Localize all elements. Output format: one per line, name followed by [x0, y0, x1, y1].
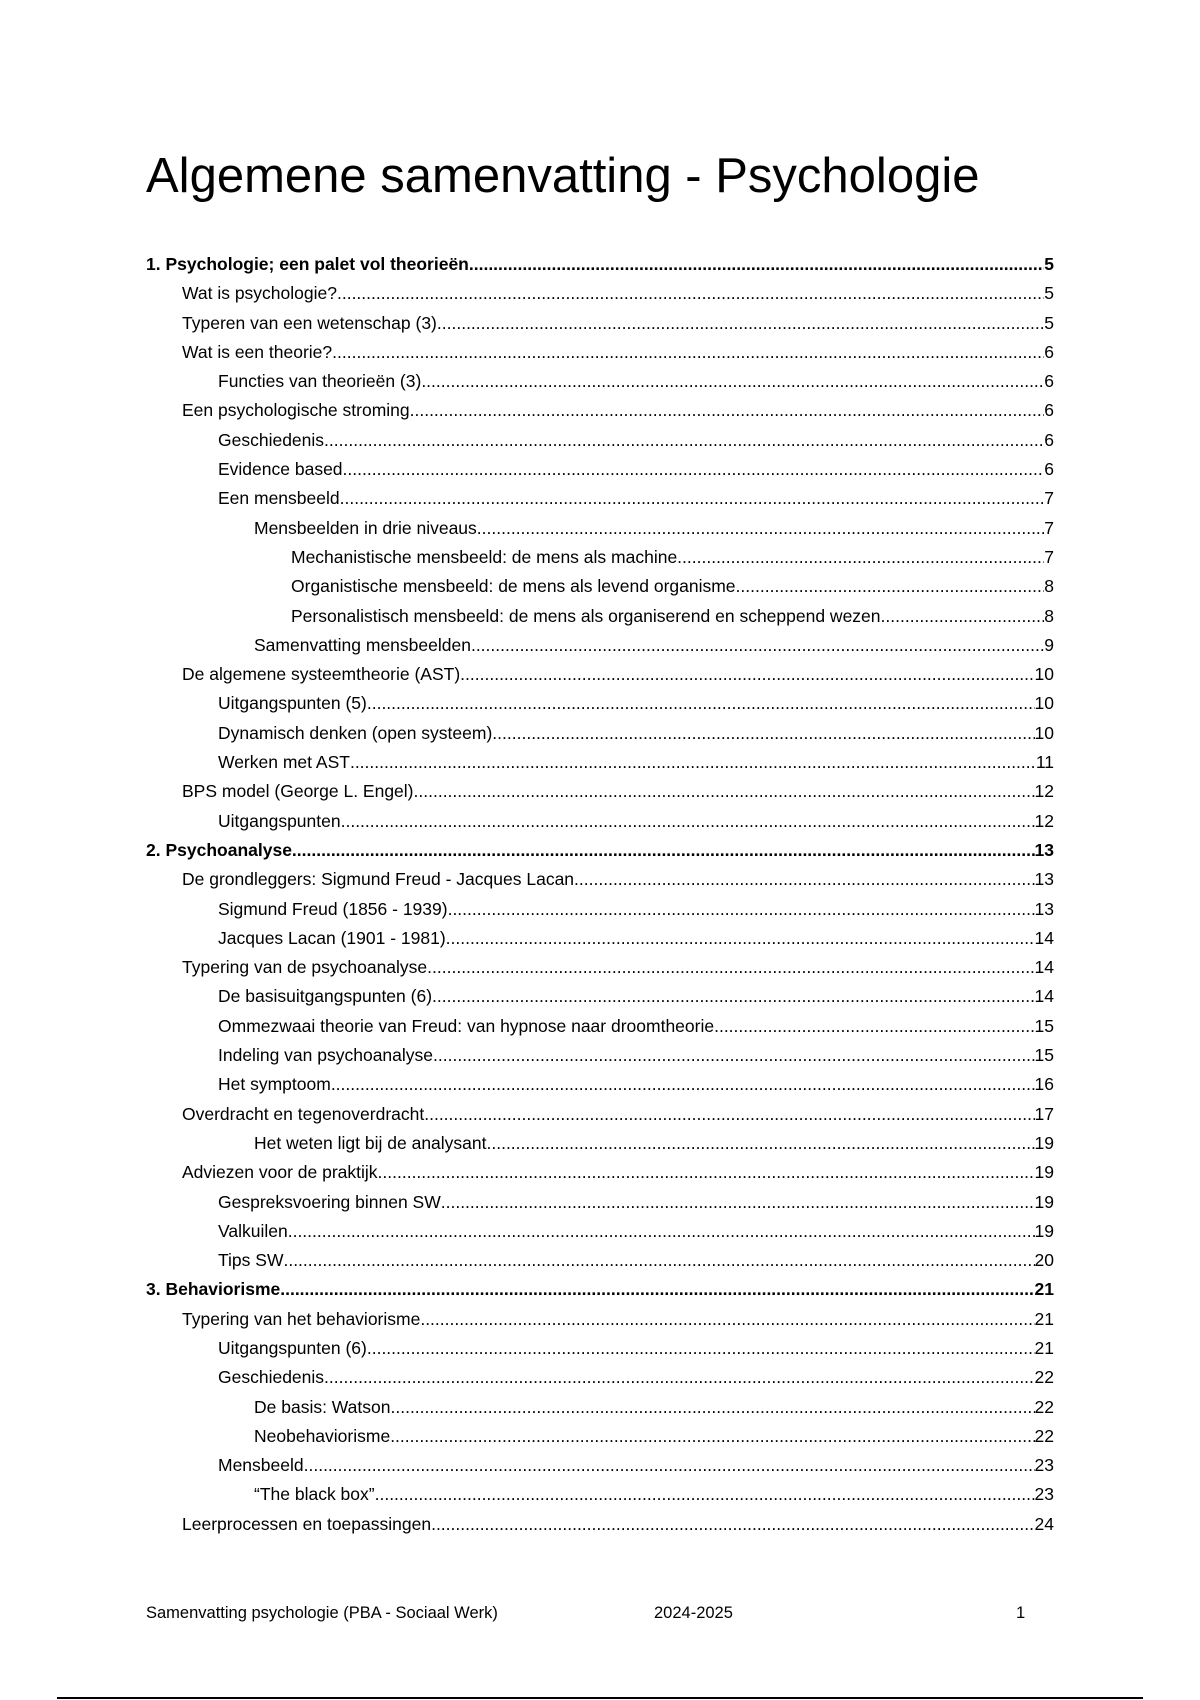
toc-entry-title: Samenvatting mensbeelden [254, 634, 471, 655]
toc-entry-title: Wat is een theorie? [182, 341, 333, 362]
toc-entry-title: Uitgangspunten [218, 810, 341, 831]
toc-entry[interactable] [146, 631, 1054, 660]
toc-entry[interactable] [146, 455, 1054, 484]
toc-dot-leader [469, 250, 1044, 279]
toc-entry-page-number: 17 [1034, 1103, 1054, 1124]
toc-dot-leader [378, 1158, 1035, 1187]
toc-entry-page-number: 5 [1044, 254, 1054, 274]
toc-entry[interactable] [146, 748, 1054, 777]
toc-entry-title: De algemene systeemtheorie (AST) [182, 664, 461, 685]
toc-entry-page-number: 23 [1034, 1484, 1054, 1505]
toc-entry-page-number: 21 [1034, 1308, 1054, 1329]
toc-dot-leader [324, 426, 1044, 455]
toc-entry[interactable] [146, 1393, 1054, 1422]
toc-entry-title: Tips SW [218, 1250, 284, 1271]
toc-entry-page-number: 14 [1034, 957, 1054, 978]
toc-entry[interactable] [146, 865, 1054, 894]
toc-entry-page-number: 16 [1034, 1074, 1054, 1095]
toc-entry-page-number: 21 [1034, 1279, 1054, 1300]
toc-entry[interactable] [146, 924, 1054, 953]
toc-dot-leader [367, 689, 1035, 718]
toc-entry-title: Leerprocessen en toepassingen [182, 1513, 432, 1534]
toc-dot-leader [437, 309, 1044, 338]
toc-entry-page-number: 22 [1034, 1367, 1054, 1388]
toc-entry-title: Valkuilen [218, 1220, 288, 1241]
toc-entry-page-number: 15 [1034, 1015, 1054, 1036]
toc-entry[interactable] [146, 836, 1054, 865]
toc-dot-leader [427, 953, 1034, 982]
toc-entry-page-number: 20 [1034, 1250, 1054, 1271]
toc-entry[interactable] [146, 807, 1054, 836]
toc-dot-leader [736, 572, 1045, 601]
toc-entry[interactable] [146, 1246, 1054, 1275]
toc-dot-leader [421, 367, 1044, 396]
toc-entry[interactable] [146, 1363, 1054, 1392]
toc-dot-leader [448, 895, 1035, 924]
toc-dot-leader [324, 1363, 1034, 1392]
toc-entry-title: Neobehaviorisme [254, 1425, 391, 1446]
toc-entry-page-number: 7 [1044, 517, 1054, 538]
toc-entry-title: Jacques Lacan (1901 - 1981) [218, 927, 446, 948]
toc-entry-page-number: 13 [1034, 898, 1054, 919]
toc-entry-page-number: 11 [1035, 752, 1054, 773]
toc-entry-page-number: 19 [1034, 1162, 1054, 1183]
toc-entry[interactable] [146, 1041, 1054, 1070]
toc-entry-page-number: 21 [1034, 1337, 1054, 1358]
toc-entry-page-number: 19 [1034, 1191, 1054, 1212]
toc-entry-title: Uitgangspunten (6) [218, 1337, 367, 1358]
toc-entry[interactable] [146, 1070, 1054, 1099]
document-title: Algemene samenvatting - Psychologie [146, 149, 980, 203]
toc-entry-title: Typering van de psychoanalyse [182, 957, 428, 978]
toc-entry-title: Sigmund Freud (1856 - 1939) [218, 898, 448, 919]
toc-dot-leader [677, 543, 1044, 572]
toc-entry-title: Personalistisch mensbeeld: de mens als organiserend en scheppend wezen [291, 605, 881, 626]
table-of-contents [146, 250, 1054, 1539]
toc-dot-leader [390, 1422, 1034, 1451]
toc-entry[interactable] [146, 660, 1054, 689]
toc-dot-leader [431, 1510, 1034, 1539]
toc-dot-leader [304, 1451, 1035, 1480]
toc-entry[interactable] [146, 895, 1054, 924]
toc-entry-title: Organistische mensbeeld: de mens als levend organisme [291, 576, 736, 597]
toc-entry-title: Werken met AST [218, 752, 350, 773]
toc-entry-title: Mensbeeld [218, 1455, 304, 1476]
toc-entry[interactable] [146, 1158, 1054, 1187]
toc-entry-title: Het symptoom [218, 1074, 331, 1095]
toc-dot-leader [414, 777, 1035, 806]
toc-dot-leader [341, 807, 1035, 836]
toc-entry[interactable] [146, 689, 1054, 718]
toc-entry-title: De basis: Watson [254, 1396, 391, 1417]
toc-entry-title: Overdracht en tegenoverdracht [182, 1103, 425, 1124]
toc-entry-page-number: 5 [1044, 312, 1054, 333]
page-footer [146, 1601, 1026, 1625]
footer-document-name: Samenvatting psychologie (PBA - Sociaal Werk) [146, 1604, 498, 1622]
toc-entry[interactable] [146, 279, 1054, 308]
toc-entry-page-number: 19 [1034, 1220, 1054, 1241]
toc-dot-leader [471, 631, 1044, 660]
toc-entry-title: BPS model (George L. Engel) [182, 781, 414, 802]
toc-dot-leader [446, 924, 1035, 953]
toc-entry-title: Uitgangspunten (5) [218, 693, 367, 714]
toc-entry-page-number: 14 [1034, 986, 1054, 1007]
toc-entry[interactable] [146, 1480, 1054, 1509]
toc-entry[interactable] [146, 1451, 1054, 1480]
toc-dot-leader [292, 836, 1035, 865]
toc-entry-page-number: 22 [1034, 1396, 1054, 1417]
toc-entry-page-number: 15 [1034, 1045, 1054, 1066]
toc-entry-page-number: 19 [1034, 1132, 1054, 1153]
toc-entry-title: Gespreksvoering binnen SW [218, 1191, 441, 1212]
toc-dot-leader [420, 1305, 1034, 1334]
toc-entry-title: Evidence based [218, 459, 343, 480]
toc-dot-leader [332, 338, 1044, 367]
toc-dot-leader [375, 1480, 1035, 1509]
toc-entry-page-number: 6 [1044, 371, 1054, 392]
toc-dot-leader [492, 719, 1034, 748]
toc-entry-title: Mensbeelden in drie niveaus [254, 517, 477, 538]
toc-entry[interactable] [146, 367, 1054, 396]
toc-entry[interactable] [146, 514, 1054, 543]
toc-entry-title: Mechanistische mensbeeld: de mens als machine [291, 546, 678, 567]
toc-entry-page-number: 8 [1044, 576, 1054, 597]
toc-entry[interactable] [146, 1305, 1054, 1334]
toc-entry-title: Adviezen voor de praktijk [182, 1162, 378, 1183]
toc-entry[interactable] [146, 1422, 1054, 1451]
toc-entry[interactable] [146, 484, 1054, 513]
toc-entry-page-number: 14 [1034, 927, 1054, 948]
toc-entry-title: Geschiedenis [218, 429, 325, 450]
toc-dot-leader [433, 1041, 1035, 1070]
toc-dot-leader [574, 865, 1034, 894]
toc-entry[interactable] [146, 602, 1054, 631]
toc-dot-leader [337, 279, 1044, 308]
toc-entry-title: Een psychologische stroming [182, 400, 410, 421]
toc-entry-title: Geschiedenis [218, 1367, 325, 1388]
toc-dot-leader [424, 1100, 1034, 1129]
toc-entry-title: 1. Psychologie; een palet vol theorieën [146, 254, 469, 274]
toc-entry-title: Indeling van psychoanalyse [218, 1045, 434, 1066]
toc-entry-title: 3. Behaviorisme [146, 1279, 281, 1300]
toc-entry[interactable] [146, 953, 1054, 982]
toc-entry[interactable] [146, 1275, 1054, 1304]
toc-entry[interactable] [146, 982, 1054, 1011]
toc-entry-page-number: 13 [1034, 869, 1054, 890]
toc-entry[interactable] [146, 1100, 1054, 1129]
page-bottom-rule [57, 1697, 1143, 1699]
toc-entry-page-number: 7 [1044, 488, 1054, 509]
toc-entry-page-number: 9 [1044, 634, 1054, 655]
toc-entry-page-number: 10 [1034, 722, 1054, 743]
toc-dot-leader [343, 455, 1045, 484]
toc-dot-leader [391, 1393, 1035, 1422]
toc-entry-title: Ommezwaai theorie van Freud: van hypnose naar droomtheorie [218, 1015, 715, 1036]
toc-dot-leader [367, 1334, 1035, 1363]
toc-entry-page-number: 8 [1044, 605, 1054, 626]
footer-academic-year: 2024-2025 [654, 1604, 733, 1622]
toc-dot-leader [331, 1070, 1035, 1099]
toc-entry-page-number: 7 [1044, 546, 1054, 567]
toc-entry-title: Wat is psychologie? [182, 283, 337, 304]
toc-entry-title: Typeren van een wetenschap (3) [182, 312, 437, 333]
toc-entry[interactable] [146, 572, 1054, 601]
toc-entry[interactable] [146, 338, 1054, 367]
toc-entry-title: 2. Psychoanalyse [146, 839, 292, 860]
toc-entry[interactable] [146, 1012, 1054, 1041]
toc-entry-title: Het weten ligt bij de analysant [254, 1132, 487, 1153]
toc-entry-title: Typering van het behaviorisme [182, 1308, 421, 1329]
toc-entry-page-number: 12 [1034, 781, 1054, 802]
toc-entry-title: Dynamisch denken (open systeem) [218, 722, 493, 743]
toc-dot-leader [283, 1246, 1034, 1275]
toc-entry[interactable] [146, 309, 1054, 338]
toc-entry-page-number: 5 [1044, 283, 1054, 304]
toc-entry[interactable] [146, 1129, 1054, 1158]
toc-dot-leader [410, 396, 1045, 425]
toc-entry-page-number: 6 [1044, 429, 1054, 450]
toc-entry-page-number: 12 [1034, 810, 1054, 831]
toc-entry-title: Een mensbeeld [218, 488, 340, 509]
toc-entry-page-number: 6 [1044, 459, 1054, 480]
toc-entry-title: De grondleggers: Sigmund Freud - Jacques Lacan [182, 869, 575, 890]
footer-page-number: 1 [1016, 1604, 1026, 1622]
toc-dot-leader [441, 1188, 1035, 1217]
toc-entry-title: “The black box” [254, 1484, 375, 1505]
toc-entry[interactable] [146, 1188, 1054, 1217]
toc-entry[interactable] [146, 1217, 1054, 1246]
toc-dot-leader [714, 1012, 1034, 1041]
toc-entry-page-number: 10 [1034, 693, 1054, 714]
toc-entry[interactable] [146, 719, 1054, 748]
toc-entry[interactable] [146, 777, 1054, 806]
toc-entry-page-number: 23 [1034, 1455, 1054, 1476]
toc-dot-leader [487, 1129, 1035, 1158]
toc-dot-leader [350, 748, 1036, 777]
toc-entry[interactable] [146, 426, 1054, 455]
toc-entry-page-number: 10 [1034, 664, 1054, 685]
toc-entry-title: De basisuitgangspunten (6) [218, 986, 433, 1007]
toc-dot-leader [460, 660, 1034, 689]
toc-entry-page-number: 22 [1034, 1425, 1054, 1446]
toc-entry[interactable] [146, 543, 1054, 572]
toc-entry[interactable] [146, 396, 1054, 425]
toc-dot-leader [340, 484, 1045, 513]
toc-entry-page-number: 6 [1044, 341, 1054, 362]
toc-dot-leader [477, 514, 1044, 543]
toc-dot-leader [288, 1217, 1035, 1246]
toc-entry[interactable] [146, 1510, 1054, 1539]
toc-dot-leader [432, 982, 1035, 1011]
toc-entry[interactable] [146, 250, 1054, 279]
toc-dot-leader [280, 1275, 1034, 1304]
toc-entry-title: Functies van theorieën (3) [218, 371, 422, 392]
toc-entry-page-number: 13 [1034, 839, 1054, 860]
toc-entry[interactable] [146, 1334, 1054, 1363]
toc-dot-leader [881, 602, 1045, 631]
toc-entry-page-number: 6 [1044, 400, 1054, 421]
toc-entry-page-number: 24 [1034, 1513, 1054, 1534]
